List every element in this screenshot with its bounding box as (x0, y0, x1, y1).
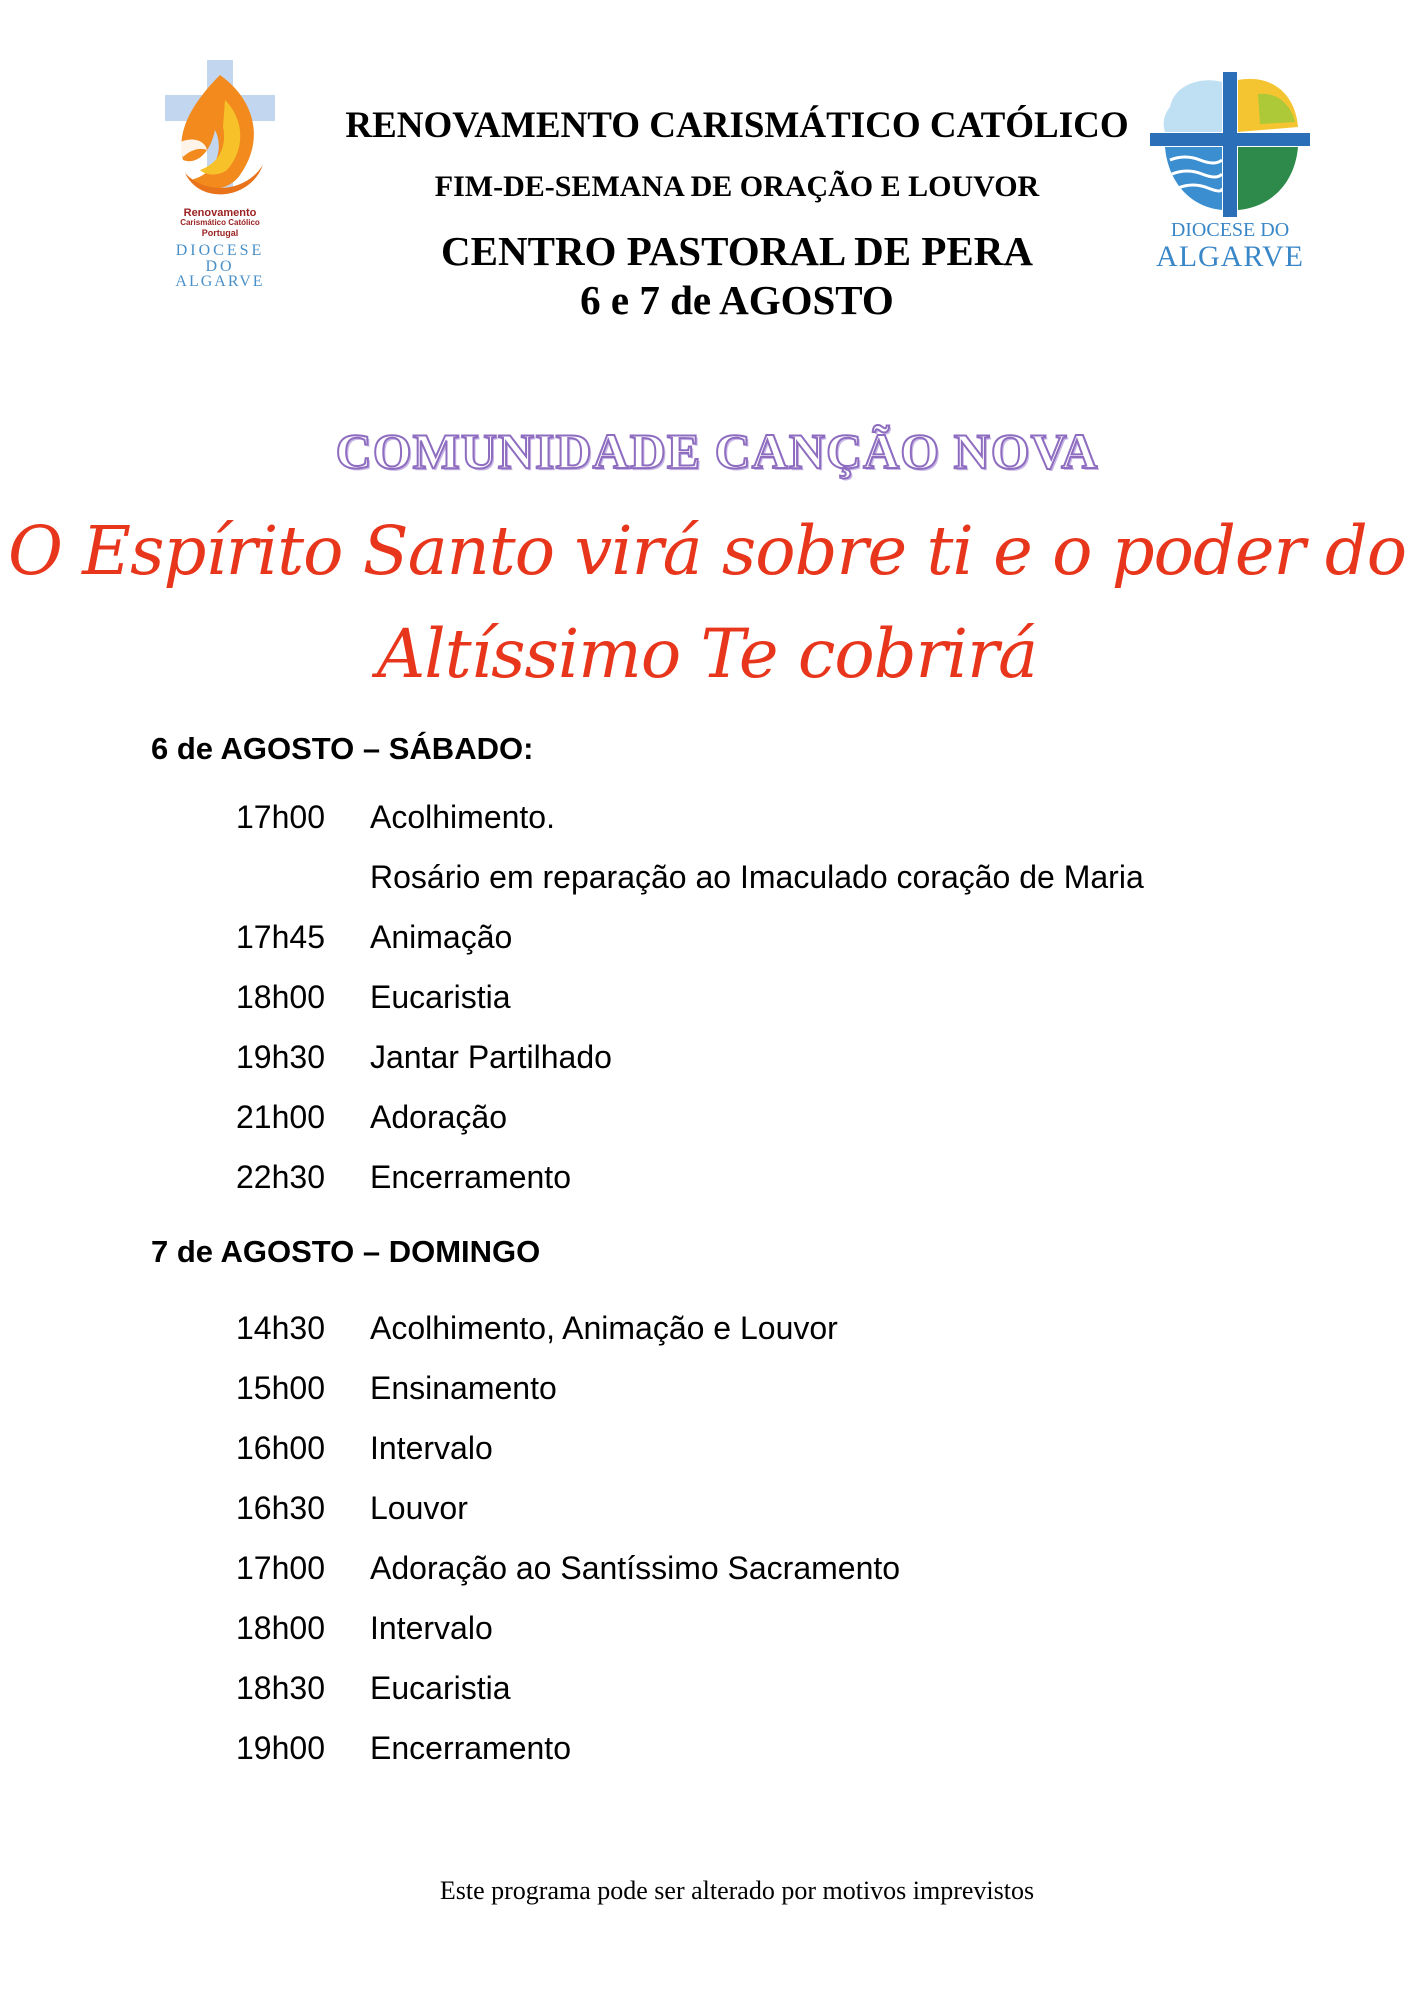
schedule-time: 19h00 (236, 1730, 325, 1766)
schedule-time: 19h30 (236, 1039, 325, 1075)
schedule-activity: Encerramento (370, 1730, 571, 1766)
schedule-activity: Louvor (370, 1490, 468, 1526)
schedule-time: 17h45 (236, 919, 325, 955)
right-logo-diocese-line2: ALGARVE (1156, 240, 1304, 273)
schedule-activity: Encerramento (370, 1159, 571, 1195)
schedule-time: 16h30 (236, 1490, 325, 1526)
schedule-activity: Eucaristia (370, 979, 511, 1015)
diocese-cross-icon (1150, 72, 1310, 217)
schedule-activity: Adoração (370, 1099, 507, 1135)
footer-note: Este programa pode ser alterado por motivos imprevistos (439, 1876, 1035, 1905)
schedule-activity: Eucaristia (370, 1670, 511, 1706)
event-dates: 6 e 7 de AGOSTO (580, 277, 894, 323)
org-title: RENOVAMENTO CARISMÁTICO CATÓLICO (345, 105, 1129, 146)
schedule-activity: Intervalo (370, 1610, 493, 1646)
schedule-activity: Acolhimento. (370, 799, 555, 835)
logo-diocese-line1: DIOCESE (175, 242, 265, 259)
schedule-time: 22h30 (236, 1159, 325, 1195)
venue-title: CENTRO PASTORAL DE PERA (441, 228, 1033, 274)
logo-diocese-line3: ALGARVE (175, 273, 265, 290)
schedule-time: 17h00 (236, 799, 325, 835)
logo-diocese-line2: DO (205, 258, 235, 275)
schedule-activity: Adoração ao Santíssimo Sacramento (370, 1550, 901, 1586)
diocese-algarve-logo (1150, 72, 1310, 272)
day-title-saturday: 6 de AGOSTO – SÁBADO: (151, 731, 534, 766)
schedule-time: 18h00 (236, 1610, 325, 1646)
logo-brand-line3: Portugal (201, 228, 239, 238)
event-title: FIM-DE-SEMANA DE ORAÇÃO E LOUVOR (434, 170, 1040, 203)
schedule-activity: Acolhimento, Animação e Louvor (370, 1310, 838, 1346)
schedule-time: 15h00 (236, 1370, 325, 1406)
logo-brand-line1: Renovamento (183, 207, 257, 219)
day-title-sunday: 7 de AGOSTO – DOMINGO (151, 1234, 541, 1269)
schedule-activity: Rosário em reparação ao Imaculado coração de Maria (370, 859, 1144, 895)
schedule-activity: Jantar Partilhado (370, 1039, 612, 1075)
motto-line-1: O Espírito Santo virá sobre ti e o poder do (7, 512, 1407, 590)
motto-line-2: Altíssimo Te cobrirá (376, 615, 1038, 693)
schedule-activity: Ensinamento (370, 1370, 557, 1406)
schedule-time: 21h00 (236, 1099, 325, 1135)
schedule-time: 18h00 (236, 979, 325, 1015)
right-logo-diocese-line1: DIOCESE DO (1170, 219, 1290, 241)
schedule-activity: Animação (370, 919, 513, 955)
schedule-activity: Intervalo (370, 1430, 493, 1466)
schedule-time: 14h30 (236, 1310, 325, 1346)
schedule-time: 16h00 (236, 1430, 325, 1466)
logo-brand-line2: Carismático Católico (180, 218, 260, 227)
community-name: COMUNIDADE CANÇÃO NOVA (335, 423, 1099, 479)
schedule-time: 17h00 (236, 1550, 325, 1586)
schedule-time: 18h30 (236, 1670, 325, 1706)
